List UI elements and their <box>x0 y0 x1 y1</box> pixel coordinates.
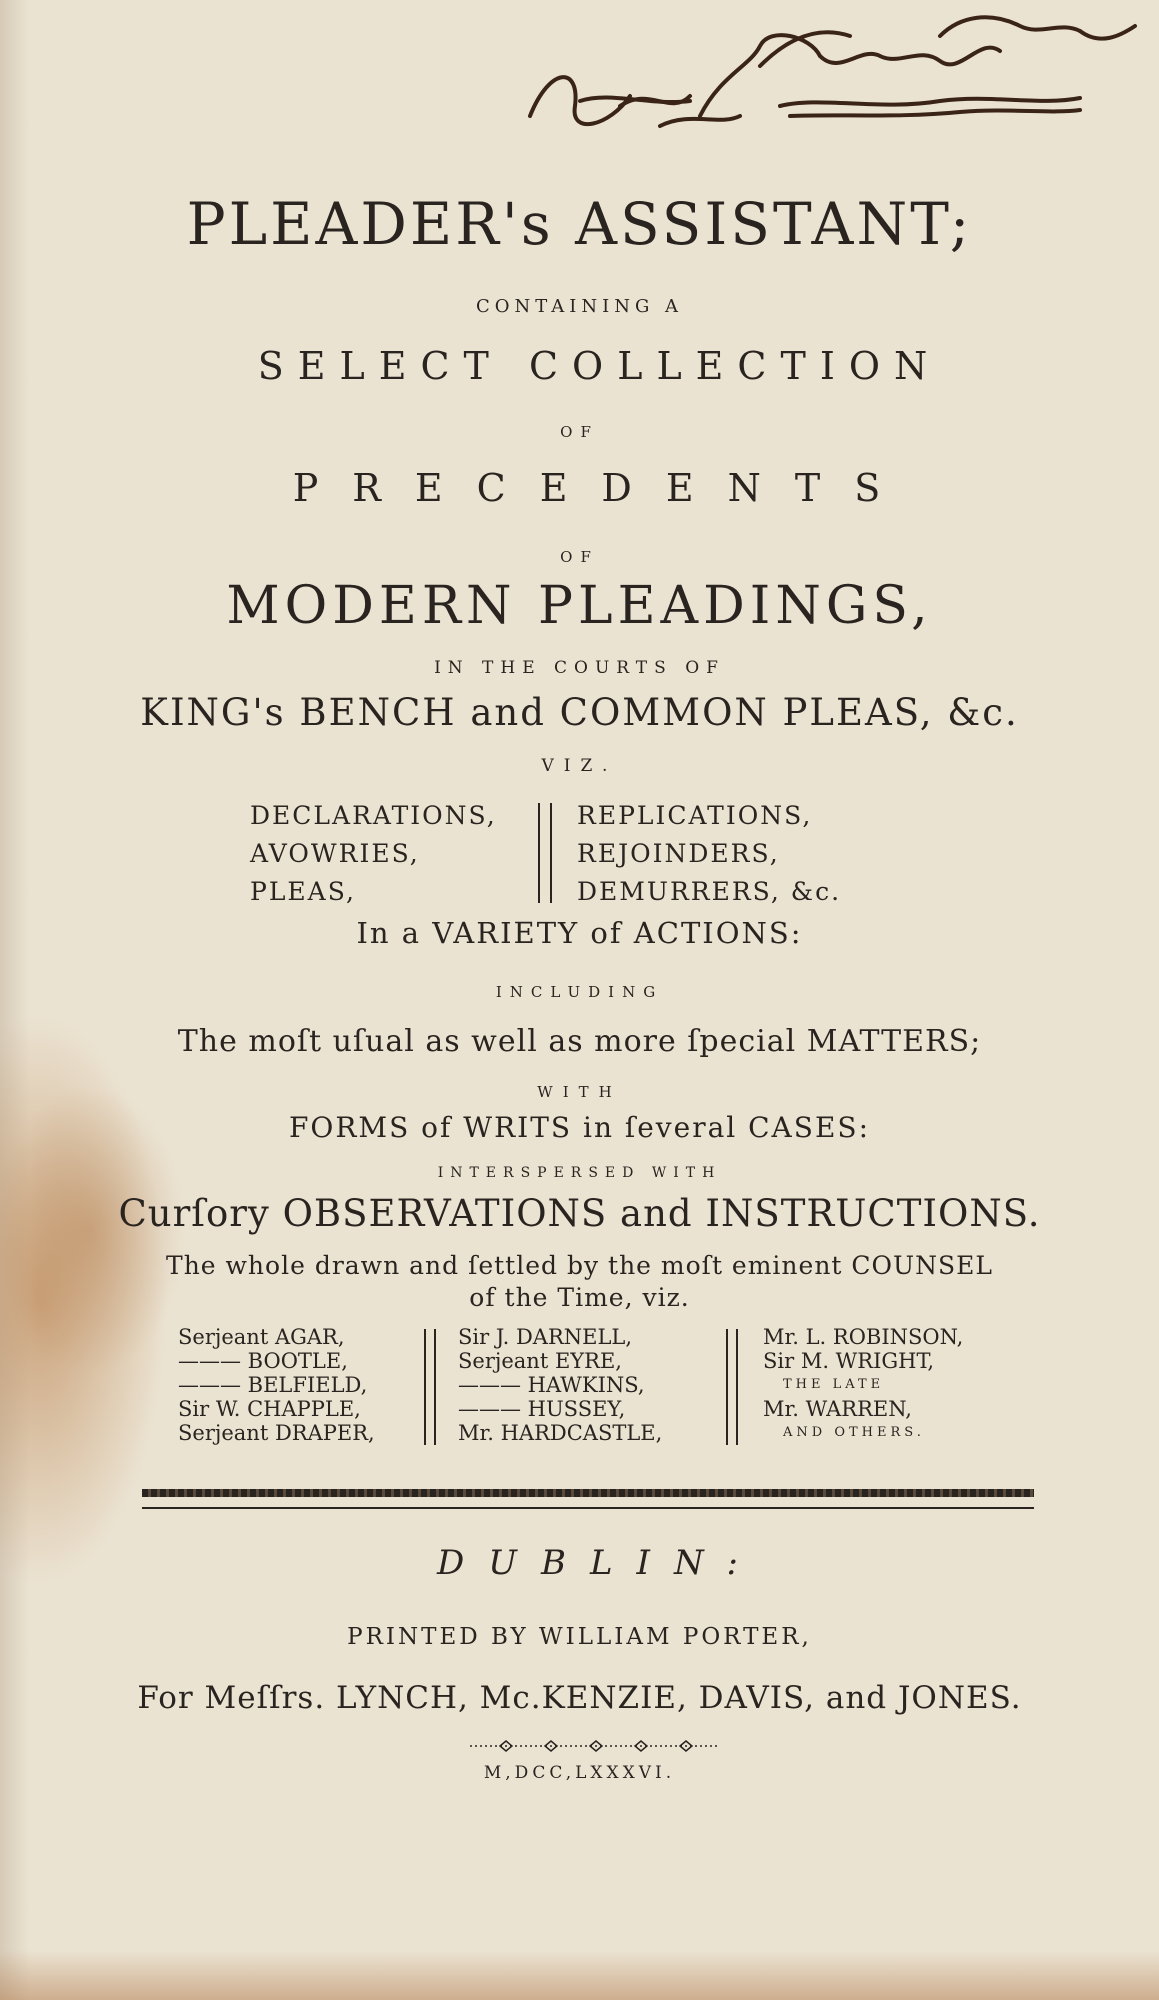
variety-line: In a VARIETY of ACTIONS: <box>356 916 803 950</box>
containing-line: CONTAINING A <box>475 296 684 317</box>
double-rule-divider <box>538 803 552 903</box>
imprint-place: DUBLIN: <box>437 1543 762 1583</box>
counsel-name: Mr. L. ROBINSON, <box>763 1325 964 1349</box>
handwritten-signature <box>520 6 1140 156</box>
counsel-name: ——— BELFIELD, <box>178 1373 368 1397</box>
select-collection-line: SELECT COLLECTION <box>257 344 942 388</box>
viz-line: VIZ. <box>541 756 618 776</box>
counsel-column-2 <box>458 1325 662 1445</box>
counsel-name: Serjeant EYRE, <box>458 1349 622 1373</box>
book-title: PLEADER's ASSISTANT; <box>186 190 973 258</box>
interspersed-line: INTERSPERSED WITH <box>437 1165 722 1181</box>
pleading-item: DEMURRERS, &c. <box>577 877 842 906</box>
pleading-item: REJOINDERS, <box>577 839 780 868</box>
pleading-item: PLEAS, <box>250 877 356 906</box>
counsel-name: Mr. HARDCASTLE, <box>458 1421 663 1445</box>
thin-rule <box>142 1507 1034 1509</box>
pleading-item: REPLICATIONS, <box>577 801 813 830</box>
counsel-column-1 <box>178 1325 375 1445</box>
with-line: WITH <box>537 1083 622 1101</box>
of-the-time-line: of the Time, viz. <box>469 1283 690 1312</box>
double-rule-divider <box>424 1329 436 1445</box>
counsel-name: Serjeant DRAPER, <box>178 1421 375 1445</box>
pleadings-list <box>250 797 850 909</box>
counsel-name: Serjeant AGAR, <box>178 1325 345 1349</box>
counsel-name: ——— HAWKINS, <box>458 1373 645 1397</box>
for-messrs-line: For Meſſrs. LYNCH, Mc.KENZIE, DAVIS, and JONES. <box>137 1680 1022 1716</box>
forms-of-writs-line: FORMS of WRITS in ſeveral CASES: <box>288 1111 871 1144</box>
counsel-note: AND OTHERS. <box>783 1425 925 1440</box>
modern-pleadings-line: MODERN PLEADINGS, <box>226 576 933 636</box>
double-rule-divider <box>726 1329 738 1445</box>
in-the-courts-line: IN THE COURTS OF <box>434 658 725 678</box>
precedents-line: PRECEDENTS <box>292 466 915 510</box>
imprint-date: M,DCC,LXXXVI. <box>483 1763 676 1783</box>
including-line: INCLUDING <box>495 983 664 1001</box>
cursory-observations-line: Curſory OBSERVATIONS and INSTRUCTIONS. <box>118 1192 1041 1235</box>
counsel-list <box>178 1325 998 1450</box>
counsel-column-3 <box>763 1325 963 1445</box>
of-line-2: OF <box>560 548 599 566</box>
courts-line: KING's BENCH and COMMON PLEAS, &c. <box>140 691 1019 734</box>
counsel-name: ——— HUSSEY, <box>458 1397 626 1421</box>
pleadings-left-column <box>250 797 497 911</box>
counsel-name: Sir J. DARNELL, <box>458 1325 633 1349</box>
pleadings-right-column <box>577 797 841 911</box>
counsel-name: Sir W. CHAPPLE, <box>178 1397 361 1421</box>
usual-matters-line: The moſt uſual as well as more ſpecial MATTERS; <box>177 1024 982 1059</box>
counsel-note: THE LATE <box>783 1377 885 1392</box>
of-line-1: OF <box>560 423 599 441</box>
counsel-name: Sir M. WRIGHT, <box>763 1349 935 1373</box>
ornament-divider <box>470 1739 720 1753</box>
whole-drawn-line: The whole drawn and ſettled by the moſt eminent COUNSEL <box>166 1251 993 1280</box>
pleading-item: AVOWRIES, <box>250 839 420 868</box>
counsel-name: Mr. WARREN, <box>763 1397 912 1421</box>
ornamental-rule <box>142 1489 1034 1497</box>
pleading-item: DECLARATIONS, <box>250 801 497 830</box>
counsel-name: ——— BOOTLE, <box>178 1349 348 1373</box>
printed-by-line: PRINTED BY WILLIAM PORTER, <box>347 1624 812 1650</box>
